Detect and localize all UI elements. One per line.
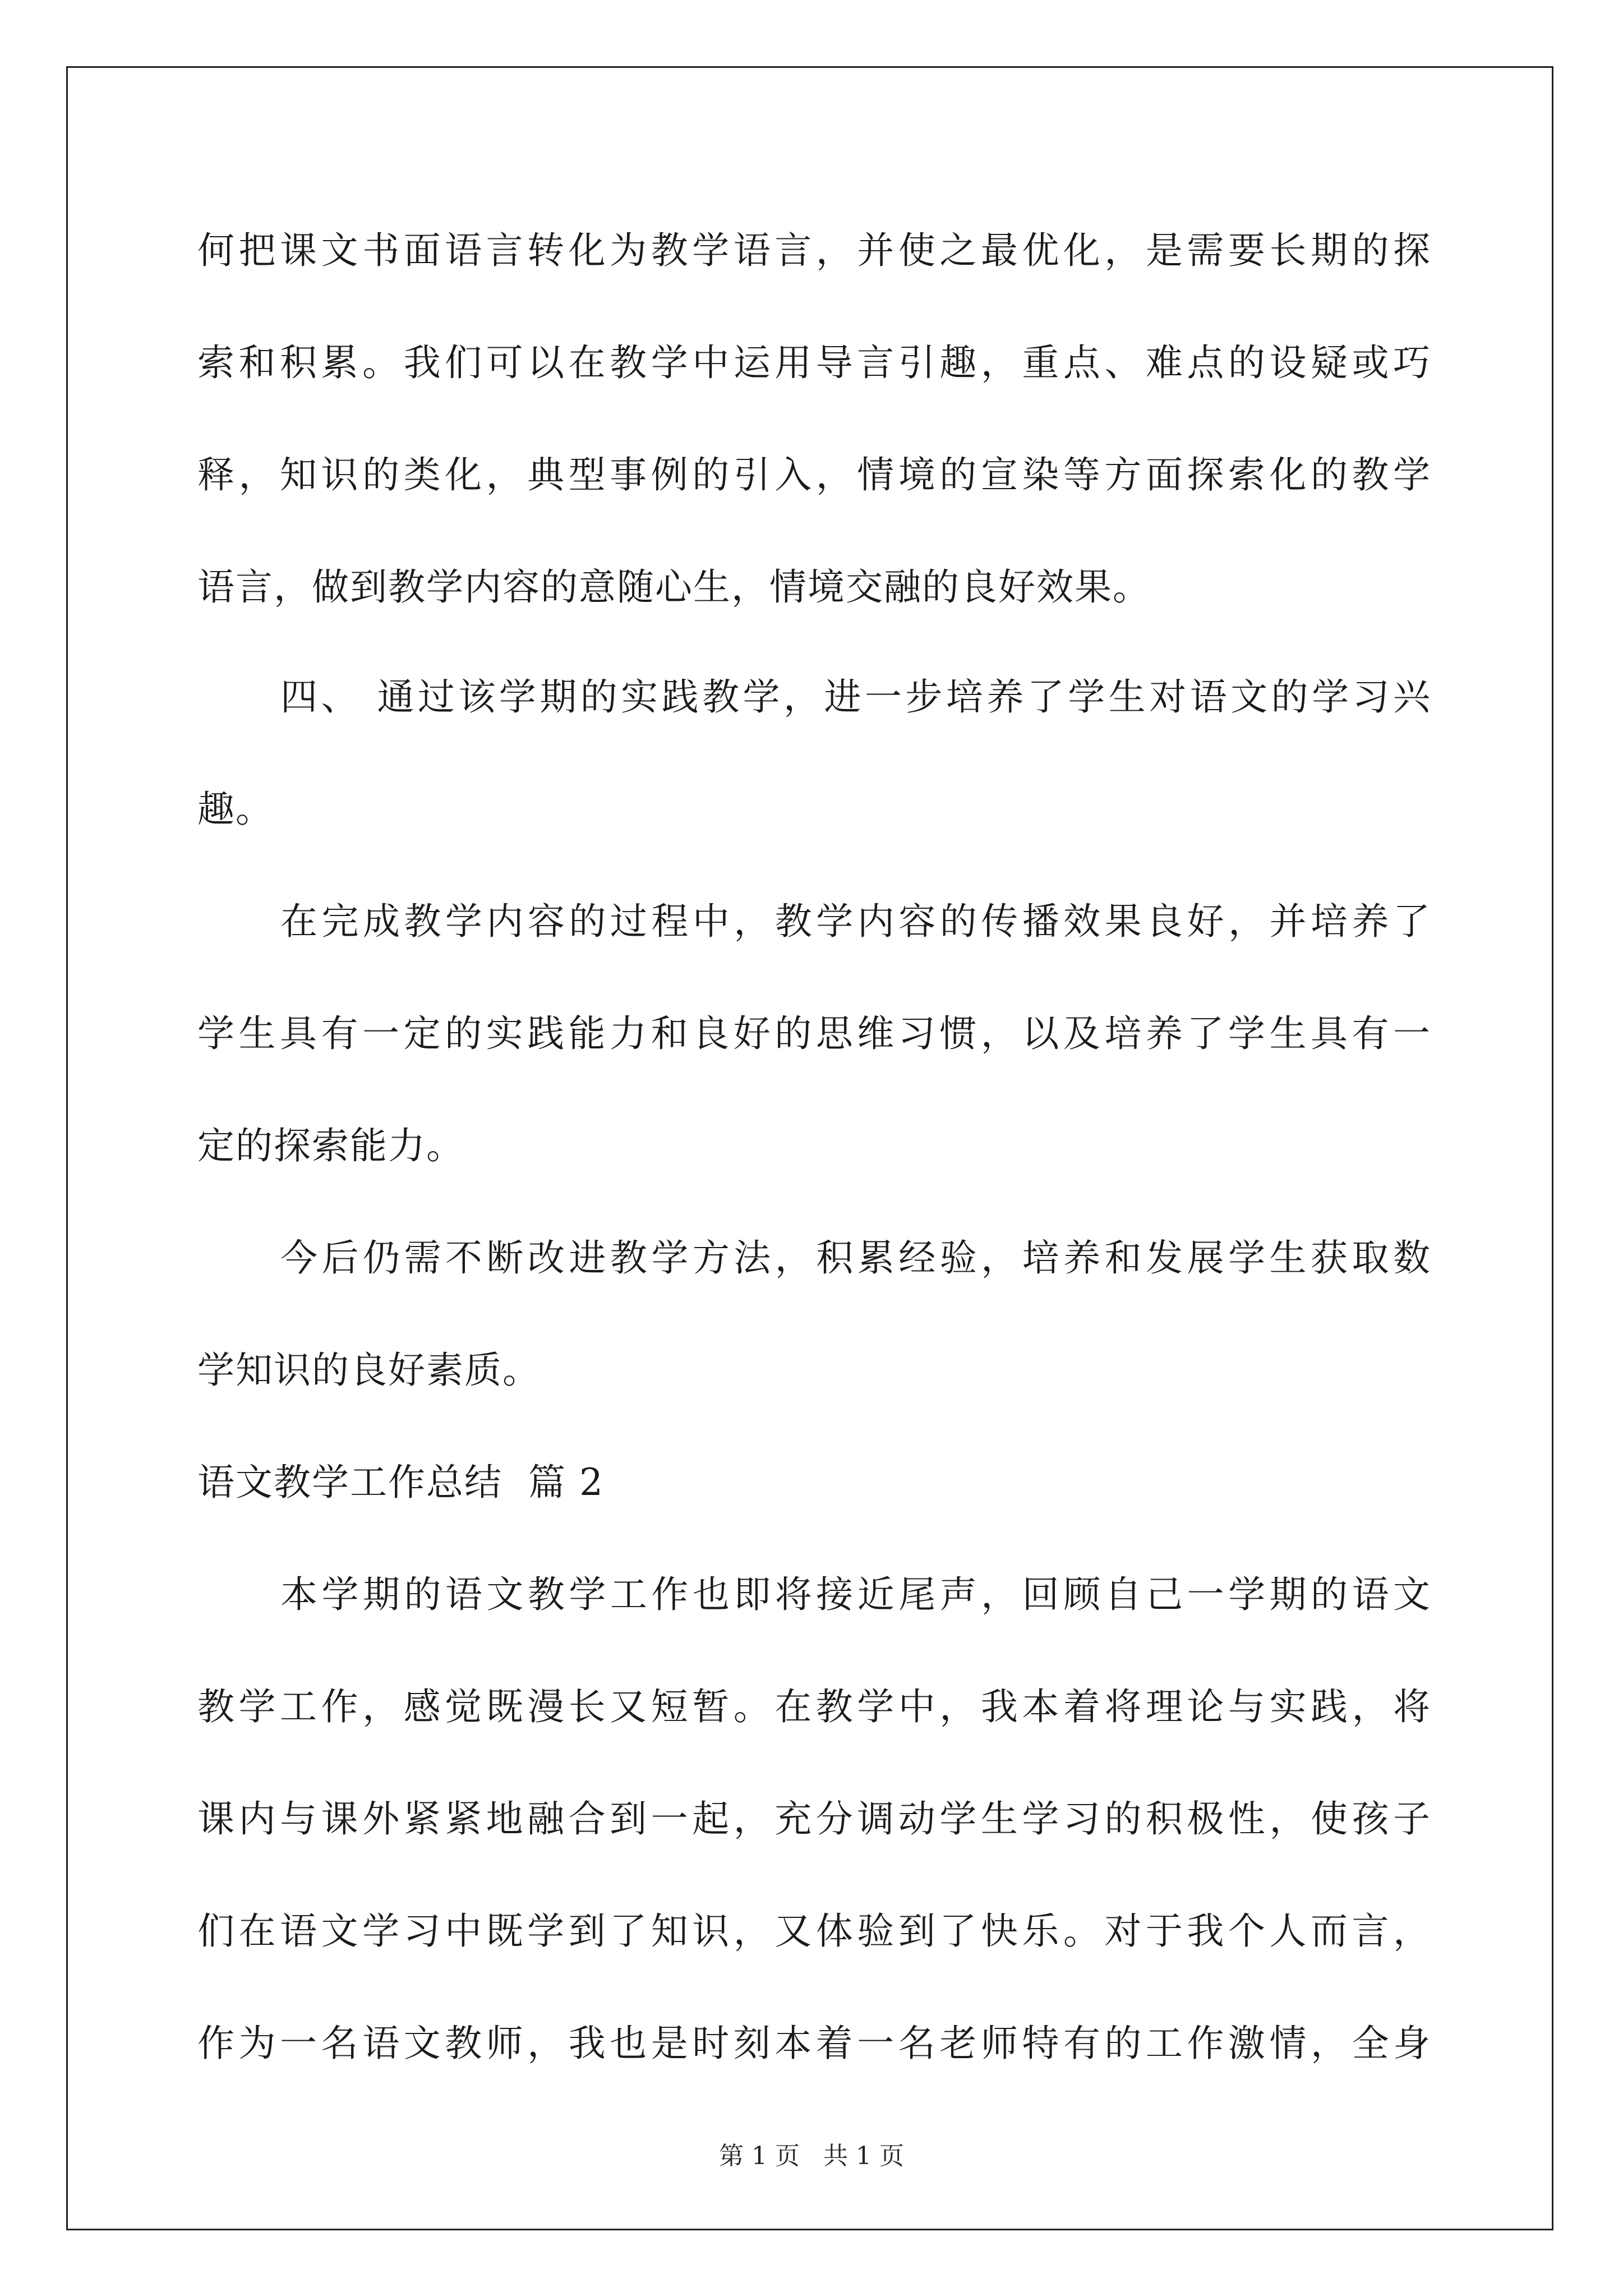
paragraph-line: 索和积累。我们可以在教学中运用导言引趣，重点、难点的设疑或巧 [197, 341, 1431, 384]
paragraph-line: 何把课文书面语言转化为教学语言，并使之最优化，是需要长期的探 [197, 229, 1431, 272]
paragraph-line: 释，知识的类化，典型事例的引入，情境的宣染等方面探索化的教学 [197, 453, 1431, 496]
page-number-footer: 第 1 页 共 1 页 [719, 2142, 904, 2170]
paragraph-line: 定的探索能力。 [197, 1124, 464, 1167]
paragraph-line: 今后仍需不断改进教学方法，积累经验，培养和发展学生获取数 [280, 1236, 1431, 1280]
paragraph-line: 们在语文学习中既学到了知识，又体验到了快乐。对于我个人而言， [197, 1910, 1431, 1953]
paragraph-line: 在完成教学内容的过程中，教学内容的传播效果良好，并培养了 [280, 900, 1431, 943]
paragraph-line: 课内与课外紧紧地融合到一起，充分调动学生学习的积极性，使孩子 [197, 1797, 1431, 1841]
article-title: 语文教学工作总结 篇 2 [197, 1461, 604, 1504]
paragraph-line: 趣。 [197, 788, 274, 831]
paragraph-line: 本学期的语文教学工作也即将接近尾声，回顾自己一学期的语文 [280, 1573, 1431, 1616]
section-heading-line: 四、 通过该学期的实践教学，进一步培养了学生对语文的学习兴 [280, 675, 1431, 719]
paragraph-line: 学知识的良好素质。 [197, 1349, 541, 1392]
paragraph-line: 教学工作，感觉既漫长又短暂。在教学中，我本着将理论与实践，将 [197, 1685, 1431, 1728]
paragraph-line: 学生具有一定的实践能力和良好的思维习惯，以及培养了学生具有一 [197, 1012, 1431, 1055]
paragraph-line: 作为一名语文教师，我也是时刻本着一名老师特有的工作激情，全身 [197, 2022, 1431, 2065]
paragraph-line: 语言，做到教学内容的意随心生，情境交融的良好效果。 [197, 565, 1151, 609]
